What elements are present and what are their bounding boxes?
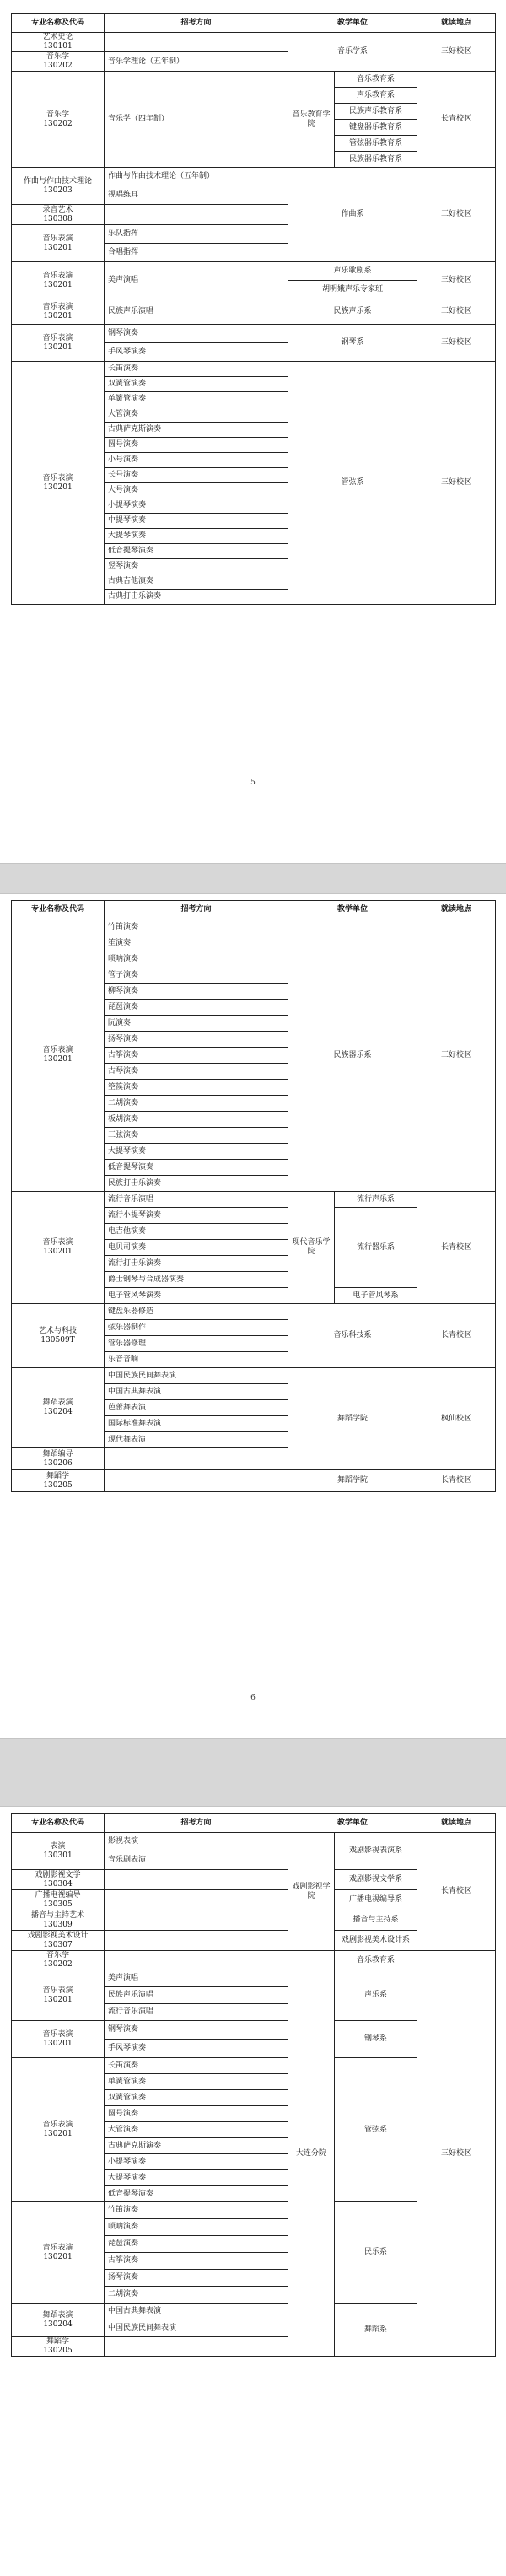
major-cell: 音乐表演 130201 (12, 1192, 105, 1304)
header-location: 就读地点 (417, 1814, 496, 1833)
dept-cell: 钢琴系 (335, 2021, 417, 2058)
direction-cell: 乐队指挥 (105, 225, 288, 244)
direction-cell (105, 33, 288, 52)
major-cell: 音乐表演 130201 (12, 299, 105, 325)
unit-cell: 钢琴系 (288, 325, 417, 362)
direction-cell: 流行打击乐演奏 (105, 1256, 288, 1272)
direction-cell: 古典萨克斯演奏 (105, 2138, 288, 2154)
direction-cell: 现代舞表演 (105, 1432, 288, 1448)
direction-cell: 古筝演奏 (105, 1048, 288, 1064)
dept-cell: 戏剧影视文学系 (335, 1870, 417, 1890)
admissions-table-page-5 (11, 13, 496, 605)
dept-cell: 管弦系 (335, 2058, 417, 2202)
direction-cell: 电子管风琴演奏 (105, 1288, 288, 1304)
direction-cell (105, 205, 288, 225)
dept-cell: 流行声乐系 (335, 1192, 417, 1208)
admissions-table-page-7 (11, 1813, 496, 2357)
major-cell: 音乐表演 130201 (12, 2021, 105, 2058)
college-cell: 现代音乐学院 (288, 1192, 335, 1304)
direction-cell: 大管演奏 (105, 2122, 288, 2138)
location-cell: 三好校区 (417, 33, 496, 72)
dept-cell: 流行器乐系 (335, 1208, 417, 1288)
header-unit: 教学单位 (288, 14, 417, 33)
major-cell: 音乐学 130202 (12, 52, 105, 72)
direction-cell: 长号演奏 (105, 468, 288, 483)
direction-cell: 圆号演奏 (105, 2106, 288, 2122)
direction-cell: 小号演奏 (105, 453, 288, 468)
header-direction: 招考方向 (105, 901, 288, 919)
direction-cell: 美声演唱 (105, 262, 288, 299)
major-cell: 音乐表演 130201 (12, 262, 105, 299)
location-cell: 三好校区 (417, 299, 496, 325)
major-cell: 音乐表演 130201 (12, 919, 105, 1192)
header-location: 就读地点 (417, 14, 496, 33)
header-direction: 招考方向 (105, 14, 288, 33)
major-cell: 音乐表演 130201 (12, 2058, 105, 2202)
direction-cell: 三弦演奏 (105, 1128, 288, 1144)
direction-cell: 唢呐演奏 (105, 951, 288, 967)
direction-cell: 古典吉他演奏 (105, 574, 288, 590)
page-number: 6 (250, 1694, 256, 1702)
dept-cell: 声乐教育系 (335, 88, 417, 104)
direction-cell: 二胡演奏 (105, 2287, 288, 2304)
direction-cell: 笙演奏 (105, 935, 288, 951)
header-unit: 教学单位 (288, 1814, 417, 1833)
direction-cell (105, 1951, 288, 1970)
direction-cell: 钢琴演奏 (105, 2021, 288, 2040)
direction-cell: 电吉他演奏 (105, 1224, 288, 1240)
direction-cell: 中国古典舞表演 (105, 2304, 288, 2320)
direction-cell: 竹笛演奏 (105, 2202, 288, 2219)
page-separator (0, 1738, 506, 1807)
major-cell: 音乐表演 130201 (12, 1970, 105, 2021)
header-major: 专业名称及代码 (12, 901, 105, 919)
direction-cell: 长笛演奏 (105, 362, 288, 377)
unit-cell: 舞蹈学院 (288, 1470, 417, 1492)
direction-cell (105, 2337, 288, 2357)
dept-cell: 音乐教育系 (335, 1951, 417, 1970)
direction-cell: 大管演奏 (105, 407, 288, 423)
direction-cell: 视唱练耳 (105, 186, 288, 205)
direction-cell: 大提琴演奏 (105, 529, 288, 544)
direction-cell: 竹笛演奏 (105, 919, 288, 935)
major-cell: 音乐表演 130201 (12, 225, 105, 262)
direction-cell: 柳琴演奏 (105, 984, 288, 1000)
direction-cell (105, 1448, 288, 1470)
direction-cell: 琵琶演奏 (105, 1000, 288, 1016)
unit-cell: 音乐科技系 (288, 1304, 417, 1368)
location-cell: 长青校区 (417, 1470, 496, 1492)
college-cell: 音乐教育学院 (288, 72, 335, 168)
header-major: 专业名称及代码 (12, 1814, 105, 1833)
direction-cell: 音乐学理论（五年制） (105, 52, 288, 72)
page-separator (0, 863, 506, 894)
header-location: 就读地点 (417, 901, 496, 919)
location-cell: 长青校区 (417, 1192, 496, 1304)
direction-cell: 合唱指挥 (105, 244, 288, 262)
direction-cell (105, 1890, 288, 1910)
major-cell: 舞蹈表演 130204 (12, 1368, 105, 1448)
direction-cell: 手风琴演奏 (105, 343, 288, 362)
direction-cell: 爵士钢琴与合成器演奏 (105, 1272, 288, 1288)
direction-cell: 中国民族民间舞表演 (105, 1368, 288, 1384)
location-cell: 长青校区 (417, 1304, 496, 1368)
major-cell: 舞蹈学 130205 (12, 1470, 105, 1492)
major-cell: 作曲与作曲技术理论 130203 (12, 168, 105, 205)
header-major: 专业名称及代码 (12, 14, 105, 33)
direction-cell: 琵琶演奏 (105, 2236, 288, 2253)
direction-cell: 音乐学（四年制） (105, 72, 288, 168)
location-cell: 三好校区 (417, 362, 496, 605)
direction-cell: 手风琴演奏 (105, 2040, 288, 2058)
dept-cell: 民族器乐教育系 (335, 152, 417, 168)
direction-cell: 小提琴演奏 (105, 2154, 288, 2170)
unit-cell: 音乐学系 (288, 33, 417, 72)
unit-cell: 声乐歌剧系 (288, 262, 417, 281)
direction-cell: 双簧管演奏 (105, 2090, 288, 2106)
location-cell: 三好校区 (417, 168, 496, 262)
header-direction: 招考方向 (105, 1814, 288, 1833)
direction-cell: 音乐剧表演 (105, 1851, 288, 1870)
unit-cell: 管弦系 (288, 362, 417, 605)
direction-cell: 竖琴演奏 (105, 559, 288, 574)
college-cell: 大连分院 (288, 1951, 335, 2357)
direction-cell: 小提琴演奏 (105, 498, 288, 514)
dept-cell: 戏剧影视美术设计系 (335, 1931, 417, 1951)
direction-cell (105, 1470, 288, 1492)
college-cell: 戏剧影视学院 (288, 1833, 335, 1951)
dept-cell: 民乐系 (335, 2202, 417, 2304)
major-cell: 戏剧影视美术设计 130307 (12, 1931, 105, 1951)
major-cell: 音乐表演 130201 (12, 325, 105, 362)
direction-cell: 古琴演奏 (105, 1064, 288, 1080)
direction-cell: 流行音乐演唱 (105, 2004, 288, 2021)
direction-cell: 民族打击乐演奏 (105, 1176, 288, 1192)
direction-cell: 中国古典舞表演 (105, 1384, 288, 1400)
direction-cell: 低音提琴演奏 (105, 1160, 288, 1176)
major-cell: 录音艺术 130308 (12, 205, 105, 225)
unit-cell: 民族器乐系 (288, 919, 417, 1192)
direction-cell: 长笛演奏 (105, 2058, 288, 2074)
direction-cell: 管子演奏 (105, 967, 288, 984)
direction-cell (105, 1910, 288, 1931)
unit-cell: 舞蹈学院 (288, 1368, 417, 1470)
direction-cell: 民族声乐演唱 (105, 1987, 288, 2004)
direction-cell: 大提琴演奏 (105, 1144, 288, 1160)
direction-cell: 单簧管演奏 (105, 392, 288, 407)
direction-cell: 唢呐演奏 (105, 2219, 288, 2236)
location-cell: 三好校区 (417, 1951, 496, 2357)
unit-cell: 胡明娥声乐专家班 (288, 281, 417, 299)
direction-cell: 低音提琴演奏 (105, 544, 288, 559)
direction-cell: 钢琴演奏 (105, 325, 288, 343)
dept-cell: 广播电视编导系 (335, 1890, 417, 1910)
direction-cell: 国际标准舞表演 (105, 1416, 288, 1432)
location-cell: 三好校区 (417, 919, 496, 1192)
direction-cell: 双簧管演奏 (105, 377, 288, 392)
major-cell: 艺术与科技 130509T (12, 1304, 105, 1368)
direction-cell: 中提琴演奏 (105, 514, 288, 529)
direction-cell: 影视表演 (105, 1833, 288, 1851)
page-number: 5 (250, 779, 256, 787)
direction-cell: 电贝司演奏 (105, 1240, 288, 1256)
direction-cell: 扬琴演奏 (105, 1032, 288, 1048)
location-cell: 长青校区 (417, 1833, 496, 1951)
direction-cell: 美声演唱 (105, 1970, 288, 1987)
header-unit: 教学单位 (288, 901, 417, 919)
unit-cell: 民族声乐系 (288, 299, 417, 325)
location-cell: 三好校区 (417, 262, 496, 299)
direction-cell: 低音提琴演奏 (105, 2186, 288, 2202)
dept-cell: 电子管风琴系 (335, 1288, 417, 1304)
direction-cell: 板胡演奏 (105, 1112, 288, 1128)
dept-cell: 舞蹈系 (335, 2304, 417, 2357)
direction-cell: 芭蕾舞表演 (105, 1400, 288, 1416)
direction-cell: 阮演奏 (105, 1016, 288, 1032)
direction-cell: 古典萨克斯演奏 (105, 423, 288, 438)
direction-cell: 乐音音响 (105, 1352, 288, 1368)
admissions-table-page-6 (11, 900, 496, 1492)
direction-cell: 古典打击乐演奏 (105, 590, 288, 605)
direction-cell (105, 1931, 288, 1951)
location-cell: 枫仙校区 (417, 1368, 496, 1470)
direction-cell: 大提琴演奏 (105, 2170, 288, 2186)
direction-cell (105, 1870, 288, 1890)
major-cell: 音乐表演 130201 (12, 2202, 105, 2304)
dept-cell: 民族声乐教育系 (335, 104, 417, 120)
direction-cell: 单簧管演奏 (105, 2074, 288, 2090)
direction-cell: 管乐器修理 (105, 1336, 288, 1352)
direction-cell: 大号演奏 (105, 483, 288, 498)
location-cell: 长青校区 (417, 72, 496, 168)
major-cell: 广播电视编导 130305 (12, 1890, 105, 1910)
direction-cell: 流行小提琴演奏 (105, 1208, 288, 1224)
major-cell: 舞蹈学 130205 (12, 2337, 105, 2357)
major-cell: 舞蹈编导 130206 (12, 1448, 105, 1470)
direction-cell: 民族声乐演唱 (105, 299, 288, 325)
direction-cell: 箜篌演奏 (105, 1080, 288, 1096)
dept-cell: 键盘器乐教育系 (335, 120, 417, 136)
major-cell: 音乐学 130202 (12, 1951, 105, 1970)
major-cell: 戏剧影视文学 130304 (12, 1870, 105, 1890)
major-cell: 舞蹈表演 130204 (12, 2304, 105, 2337)
dept-cell: 音乐教育系 (335, 72, 417, 88)
major-cell: 播音与主持艺术 130309 (12, 1910, 105, 1931)
dept-cell: 声乐系 (335, 1970, 417, 2021)
direction-cell: 扬琴演奏 (105, 2270, 288, 2287)
major-cell: 音乐表演 130201 (12, 362, 105, 605)
direction-cell: 中国民族民间舞表演 (105, 2320, 288, 2337)
direction-cell: 古筝演奏 (105, 2253, 288, 2270)
direction-cell: 弦乐器制作 (105, 1320, 288, 1336)
dept-cell: 播音与主持系 (335, 1910, 417, 1931)
direction-cell: 流行音乐演唱 (105, 1192, 288, 1208)
location-cell: 三好校区 (417, 325, 496, 362)
major-cell: 艺术史论 130101 (12, 33, 105, 52)
dept-cell: 管弦器乐教育系 (335, 136, 417, 152)
dept-cell: 戏剧影视表演系 (335, 1833, 417, 1870)
direction-cell: 圆号演奏 (105, 438, 288, 453)
direction-cell: 二胡演奏 (105, 1096, 288, 1112)
major-cell: 音乐学 130202 (12, 72, 105, 168)
direction-cell: 键盘乐器修造 (105, 1304, 288, 1320)
major-cell: 表演 130301 (12, 1833, 105, 1870)
direction-cell: 作曲与作曲技术理论（五年制） (105, 168, 288, 186)
unit-cell: 作曲系 (288, 168, 417, 262)
